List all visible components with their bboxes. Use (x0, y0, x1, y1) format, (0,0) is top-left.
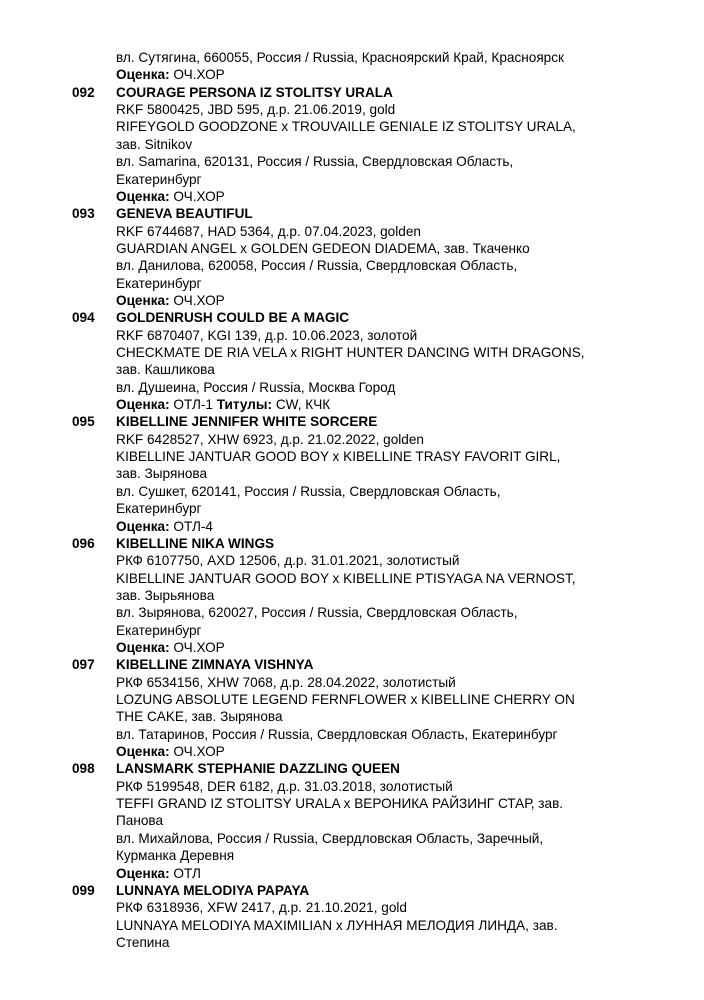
owner-line (116, 379, 395, 396)
owner-text: Екатеринбург (116, 171, 202, 187)
entry-number: 099 (72, 882, 95, 898)
owner-line (116, 275, 202, 292)
registration-line (116, 778, 453, 795)
entry-name: COURAGE PERSONA IZ STOLITSY URALA (116, 84, 393, 100)
owner-line (116, 49, 564, 66)
pedigree-line (116, 136, 192, 153)
owner-text: вл. Samarina, 620131, Россия / Russia, Свердловская Область, (116, 154, 514, 170)
entry-name: KIBELLINE NIKA WINGS (116, 535, 275, 551)
grade-line (116, 743, 225, 760)
registration-line (116, 674, 456, 691)
grade-label: Оценка: (116, 188, 174, 204)
entry-number: 092 (72, 84, 95, 100)
pedigree-line (116, 240, 530, 257)
pedigree-text: CHECKMATE DE RIA VELA x RIGHT HUNTER DANCING WITH DRAGONS, (116, 345, 585, 360)
owner-text: Екатеринбург (116, 501, 202, 517)
grade-label: Оценка: (116, 397, 174, 412)
grade-value: ОТЛ (173, 865, 201, 881)
owner-text: вл. Михайлова, Россия / Russia, Свердловская Область, Заречный, (116, 830, 544, 846)
grade-line (116, 292, 225, 309)
pedigree-line (116, 708, 283, 725)
pedigree-text: GUARDIAN ANGEL x GOLDEN GEDEON DIADEMA, зав. Ткаченко (116, 240, 530, 256)
owner-text: вл. Зырянова, 620027, Россия / Russia, Свердловская Область, (116, 605, 518, 621)
entry-name: KIBELLINE ZIMNAYA VISHNYA (116, 657, 314, 673)
entry-name-line (116, 84, 393, 101)
grade-label: Оценка: (116, 744, 174, 759)
grade-line (116, 865, 201, 882)
titles-label: Титулы: (212, 397, 276, 412)
owner-text: вл. Душеина, Россия / Russia, Москва Город (116, 379, 396, 395)
entry-name: GOLDENRUSH COULD BE A MAGIC (116, 310, 350, 326)
entry-name: LUNNAYA MELODIYA PAPAYA (116, 882, 310, 898)
entry-name-line (116, 309, 349, 326)
owner-text: Екатеринбург (116, 275, 202, 291)
registration-text: RKF 6744687, HAD 5364, д.р. 07.04.2023, golden (116, 223, 421, 239)
pedigree-line (116, 587, 214, 604)
owner-line (116, 604, 518, 621)
owner-line (116, 622, 202, 639)
pedigree-text: зав. Кашликова (116, 362, 215, 378)
pedigree-line (116, 361, 215, 378)
grade-label: Оценка: (116, 67, 174, 83)
pedigree-line (116, 934, 169, 951)
registration-text: RKF 6870407, KGI 139, д.р. 10.06.2023, золотой (116, 327, 418, 343)
pedigree-text: RIFEYGOLD GOODZONE x TROUVAILLE GENIALE IZ STOLITSY URALA, (116, 119, 576, 135)
owner-text: Курманка Деревня (116, 848, 235, 864)
owner-text: вл. Сутягина, 660055, Россия / Russia, Красноярский Край, Красноярск (116, 50, 564, 65)
pedigree-text: Панова (116, 813, 164, 829)
grade-value: ОТЛ-1 (173, 397, 213, 412)
pedigree-line (116, 691, 575, 708)
pedigree-text: THE CAKE, зав. Зырянова (116, 709, 283, 725)
grade-value: ОЧ.ХОР (173, 67, 225, 83)
registration-line (116, 431, 424, 448)
owner-line (116, 847, 234, 864)
entry-name-line (116, 882, 309, 899)
grade-label: Оценка: (116, 639, 174, 655)
registration-text: РКФ 6107750, AXD 12506, д.р. 31.01.2021, золотистый (116, 553, 460, 569)
grade-line (116, 66, 225, 83)
pedigree-text: Степина (116, 934, 170, 950)
grade-line (116, 518, 213, 535)
registration-line (116, 101, 395, 118)
pedigree-line (116, 118, 576, 135)
entry-number: 094 (72, 310, 95, 326)
entry-name-line (116, 413, 377, 430)
registration-text: РКФ 5199548, DER 6182, д.р. 31.03.2018, золотистый (116, 778, 453, 794)
owner-line (116, 153, 513, 170)
pedigree-line (116, 917, 558, 934)
owner-line (116, 171, 202, 188)
pedigree-text: зав. Sitnikov (116, 136, 193, 152)
registration-line (116, 223, 421, 240)
pedigree-text: зав. Зырянова (116, 466, 208, 482)
owner-line (116, 257, 517, 274)
pedigree-line (116, 812, 163, 829)
registration-text: RKF 5800425, JBD 595, д.р. 21.06.2019, gold (116, 102, 396, 118)
grade-value: ОЧ.ХОР (173, 744, 225, 759)
owner-text: вл. Татаринов, Россия / Russia, Свердловская Область, Екатеринбург (116, 726, 558, 742)
pedigree-text: LUNNAYA MELODIYA MAXIMILIAN x ЛУННАЯ МЕЛОДИЯ ЛИНДА, зав. (116, 917, 558, 933)
pedigree-line (116, 344, 585, 361)
entry-name-line (116, 535, 274, 552)
pedigree-line (116, 448, 560, 465)
entry-name-line (116, 760, 400, 777)
registration-text: РКФ 6534156, XHW 7068, д.р. 28.04.2022, золотистый (116, 674, 456, 690)
grade-label: Оценка: (116, 865, 174, 881)
entry-number: 098 (72, 761, 95, 777)
pedigree-text: TEFFI GRAND IZ STOLITSY URALA x ВЕРОНИКА РАЙЗИНГ СТАР, зав. (116, 796, 564, 812)
owner-line (116, 726, 558, 743)
owner-text: Екатеринбург (116, 622, 202, 638)
grade-value: ОЧ.ХОР (173, 188, 225, 204)
owner-line (116, 483, 501, 500)
pedigree-text: LOZUNG ABSOLUTE LEGEND FERNFLOWER x KIBELLINE CHERRY ON (116, 692, 575, 707)
pedigree-line (116, 465, 207, 482)
pedigree-text: зав. Зырьянова (116, 587, 215, 603)
owner-text: вл. Данилова, 620058, Россия / Russia, Свердловская Область, (116, 258, 518, 274)
registration-text: РКФ 6318936, XFW 2417, д.р. 21.10.2021, gold (116, 900, 407, 916)
entry-name-line (116, 656, 313, 673)
pedigree-line (116, 795, 563, 812)
grade-value: ОЧ.ХОР (173, 292, 225, 308)
registration-line (116, 899, 407, 916)
entry-name: GENEVA BEAUTIFUL (116, 206, 253, 222)
pedigree-line (116, 570, 576, 587)
entry-name-line (116, 205, 253, 222)
grade-line (116, 639, 225, 656)
registration-line (116, 327, 417, 344)
grade-line (116, 396, 330, 413)
entry-number: 095 (72, 414, 95, 430)
entry-name: KIBELLINE JENNIFER WHITE SORCERE (116, 414, 378, 430)
pedigree-text: KIBELLINE JANTUAR GOOD BOY x KIBELLINE PTISYAGA NA VERNOST, (116, 570, 576, 586)
entry-number: 096 (72, 535, 95, 551)
grade-value: ОТЛ-4 (173, 518, 213, 534)
owner-line (116, 830, 543, 847)
grade-value: ОЧ.ХОР (173, 639, 225, 655)
titles-value: CW, КЧК (275, 397, 331, 412)
owner-text: вл. Сушкет, 620141, Россия / Russia, Свердловская Область, (116, 483, 501, 499)
entry-name: LANSMARK STEPHANIE DAZZLING QUEEN (116, 761, 400, 777)
entry-number: 093 (72, 206, 95, 222)
registration-text: RKF 6428527, XHW 6923, д.р. 21.02.2022, golden (116, 431, 424, 447)
entry-number: 097 (72, 657, 95, 673)
owner-line (116, 500, 202, 517)
grade-label: Оценка: (116, 518, 174, 534)
grade-label: Оценка: (116, 292, 174, 308)
registration-line (116, 552, 460, 569)
pedigree-text: KIBELLINE JANTUAR GOOD BOY x KIBELLINE TRASY FAVORIT GIRL, (116, 449, 561, 465)
grade-line (116, 188, 225, 205)
